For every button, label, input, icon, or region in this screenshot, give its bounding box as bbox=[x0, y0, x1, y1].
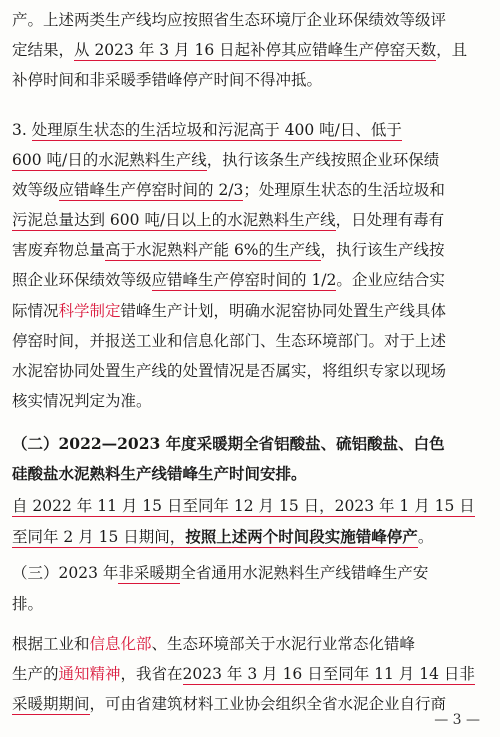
underlined-text: 从 2023 年 3 月 16 日起补停其应错峰生产停窑天数 bbox=[74, 41, 437, 59]
text-segment: ，执行该条生产线按照企业环保绩 bbox=[206, 151, 440, 169]
text-segment: 、生态环境部关于水泥行业常态化错峰 bbox=[151, 635, 416, 653]
text-segment: ，执行该生产线按 bbox=[320, 241, 445, 259]
page-number: — 3 — bbox=[434, 712, 480, 728]
underlined-text: 非采暖期 bbox=[118, 564, 181, 582]
underlined-text: 污泥总量达到 600 吨/日以上的水泥熟料生产线 bbox=[12, 211, 336, 229]
underlined-text: 2023 年 3 月 16 日至同年 11 月 14 日非 bbox=[182, 665, 475, 683]
text-segment: 信息化部 bbox=[89, 635, 152, 653]
text-segment: 全省通用水泥熟料生产线错峰生产安 bbox=[180, 564, 429, 582]
underlined-text: 600 吨/日的水泥熟料生产线 bbox=[12, 151, 207, 169]
text-segment: 生产的 bbox=[12, 665, 59, 683]
text-segment: 硅酸盐水泥熟料生产线错峰生产时间安排。 bbox=[12, 464, 307, 483]
underlined-text: 应错峰生产停窑时间的 2/3 bbox=[58, 181, 244, 199]
text-segment: 。 bbox=[417, 528, 434, 546]
text-line bbox=[12, 180, 445, 200]
underlined-text: 高于水泥熟料产能 6%的生产线 bbox=[105, 241, 321, 259]
text-segment: 照企业环保绩效等级 bbox=[12, 271, 152, 289]
text-segment: （三）2023 年 bbox=[12, 564, 119, 582]
text-line bbox=[12, 331, 446, 351]
text-segment: 害废弃物总量 bbox=[12, 241, 106, 259]
text-line bbox=[12, 594, 43, 614]
text-line bbox=[12, 464, 307, 484]
text-segment: ，我省在 bbox=[120, 665, 183, 683]
text-segment: 际情况 bbox=[12, 302, 59, 320]
text-line bbox=[12, 391, 152, 411]
text-segment: 产。上述两类生产线均应按照省生态环境厅企业环保绩效等级评 bbox=[12, 11, 447, 29]
text-segment: 定结果， bbox=[12, 41, 75, 59]
text-segment: ；处理原生状态的生活垃圾和 bbox=[243, 181, 445, 199]
text-line bbox=[12, 527, 433, 547]
underlined-text: 处理原生状态的生活垃圾和污泥高于 400 吨/日、低于 bbox=[31, 121, 402, 139]
text-line bbox=[12, 361, 446, 381]
text-line bbox=[12, 563, 428, 583]
underlined-text: 按照上述两个时间段实施错峰停产 bbox=[185, 527, 418, 546]
text-segment: ，日处理有毒有 bbox=[335, 211, 445, 229]
text-segment: ，且 bbox=[436, 41, 468, 59]
text-line bbox=[12, 10, 446, 30]
text-segment: 错峰生产计划，明确水泥窑协同处置生产线具体 bbox=[120, 302, 447, 320]
text-segment: 补停时间和非采暖季错峰停产时间不得冲抵。 bbox=[12, 71, 323, 89]
text-line bbox=[12, 240, 445, 260]
text-line bbox=[12, 664, 475, 684]
underlined-text: 自 2022 年 11 月 15 日至同年 12 月 15 日，2023 年 1 月 15 日 bbox=[12, 497, 475, 515]
text-segment: 核实情况判定为准。 bbox=[12, 392, 152, 410]
text-segment: 根据工业和 bbox=[12, 635, 90, 653]
text-segment: 停窑时间，并报送工业和信息化部门、生态环境部门。对于上述 bbox=[12, 332, 447, 350]
text-line bbox=[12, 40, 467, 60]
text-segment: ，可由省建筑材料工业协会组织全省水泥企业自行商 bbox=[89, 695, 447, 713]
text-segment: 水泥窑协同处置生产线的处置情况是否属实，将组织专家以现场 bbox=[12, 362, 447, 380]
text-line bbox=[12, 150, 439, 170]
text-segment: 排。 bbox=[12, 595, 44, 613]
text-segment: 科学制定 bbox=[58, 302, 121, 320]
text-segment: 通知精神 bbox=[58, 665, 121, 683]
underlined-text: 应错峰生产停窑时间的 1/2 bbox=[151, 271, 337, 289]
text-line bbox=[12, 70, 322, 90]
text-segment: 。企业应结合实 bbox=[336, 271, 445, 289]
text-line bbox=[12, 496, 475, 516]
text-line bbox=[12, 120, 402, 140]
underlined-text: 采暖期期间 bbox=[12, 695, 90, 713]
text-segment: 3. bbox=[12, 121, 32, 139]
text-line bbox=[12, 301, 446, 321]
underlined-text: 至同年 2 月 15 日期间， bbox=[12, 528, 186, 546]
text-line bbox=[12, 210, 444, 230]
text-line bbox=[12, 694, 446, 714]
text-line bbox=[12, 270, 445, 290]
text-segment: 效等级 bbox=[12, 181, 59, 199]
text-line bbox=[12, 634, 415, 654]
text-segment: （二）2022—2023 年度采暖期全省铝酸盐、硫铝酸盐、白色 bbox=[12, 434, 445, 453]
text-line bbox=[12, 434, 445, 454]
